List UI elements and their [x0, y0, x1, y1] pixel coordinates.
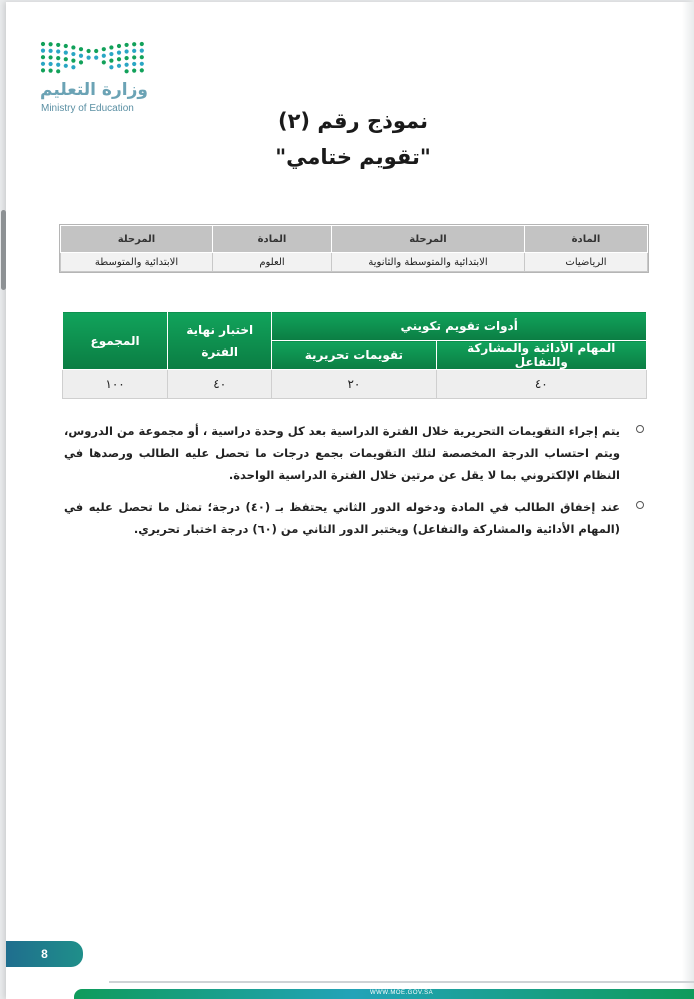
logo-dot [125, 56, 129, 60]
logo-dots-icon [39, 40, 149, 78]
logo-dot [117, 57, 121, 61]
logo-dot [125, 63, 129, 67]
logo-dot [102, 60, 106, 64]
logo-arabic-text: وزارة التعليم [40, 80, 148, 100]
final-exam-header: اختبار نهاية الفترة [168, 312, 272, 370]
logo-dot [41, 62, 45, 66]
grade-distribution-table [62, 311, 647, 399]
header-cell: المادة [525, 226, 648, 253]
logo-dot [49, 62, 53, 66]
tasks-header: المهام الأدائية والمشاركة والتفاعل [436, 341, 646, 370]
page-number-tab: 8 [6, 941, 83, 967]
subject-stage-table [60, 225, 648, 272]
logo-dot [132, 62, 136, 66]
logo-dot [41, 68, 45, 72]
logo-dot [71, 65, 75, 69]
form-title: نموذج رقم (٢) [277, 109, 428, 133]
logo-dot [109, 52, 113, 56]
logo-dot [56, 69, 60, 73]
notes-list [64, 420, 644, 550]
table-cell: الابتدائية والمتوسطة والثانوية [332, 253, 525, 272]
written-assessments-header: تقويمات تحريرية [272, 341, 436, 370]
written-grade: ٢٠ [272, 370, 436, 399]
logo-dot [132, 49, 136, 53]
logo-dot [109, 59, 113, 63]
note-text: عند إخفاق الطالب في المادة ودخوله الدور الثاني يحتفظ بـ (٤٠) درجة؛ تمثل ما تحصل عليه في (المهام الأدائية والمشاركة والتفاعل) ويختبر الدور الثاني من (٦٠) درجة اختبار تحريري. [64, 500, 621, 536]
logo-dot [41, 49, 45, 53]
logo-dot [132, 55, 136, 59]
logo-dot [117, 44, 121, 48]
final-exam-grade: ٤٠ [168, 370, 272, 399]
logo-dot [71, 52, 75, 56]
logo-dot [87, 56, 91, 60]
logo-dot [56, 56, 60, 60]
logo-dot [140, 42, 144, 46]
logo-dot [125, 69, 129, 73]
logo-dot [79, 47, 83, 51]
table-cell: العلوم [213, 253, 332, 272]
list-item [64, 496, 644, 540]
table-header-row [61, 226, 648, 253]
logo-dot [132, 69, 136, 73]
list-item [64, 420, 644, 486]
logo-dot [56, 49, 60, 53]
logo-dot [64, 64, 68, 68]
bullet-circle-icon [636, 425, 644, 433]
total-header: المجموع [63, 312, 168, 370]
table-cell: الابتدائية والمتوسطة [61, 253, 213, 272]
logo-dot [49, 69, 53, 73]
logo-dot [49, 49, 53, 53]
formative-tools-header: أدوات تقويم تكويني [272, 312, 647, 341]
logo-dot [117, 51, 121, 55]
logo-dot [49, 55, 53, 59]
logo-dot [132, 42, 136, 46]
header-cell: المرحلة [332, 226, 525, 253]
header-cell: المادة [213, 226, 332, 253]
table-row [63, 370, 647, 399]
logo-dot [140, 62, 144, 66]
logo-dot [140, 55, 144, 59]
logo-dot [140, 49, 144, 53]
logo-dot [41, 55, 45, 59]
logo-dot [102, 54, 106, 58]
logo-dot [94, 56, 98, 60]
form-subtitle: "تقويم ختامي" [275, 145, 431, 169]
logo-dot [79, 54, 83, 58]
ministry-logo [39, 40, 154, 120]
logo-dot [64, 57, 68, 61]
logo-english-text: Ministry of Education [41, 103, 134, 114]
footer-url: WWW.MOE.GOV.SA [370, 990, 434, 996]
logo-dot [41, 42, 45, 46]
page-fold [682, 2, 694, 999]
logo-dot [64, 51, 68, 55]
logo-dot [102, 47, 106, 51]
document-page [6, 2, 694, 999]
logo-dot [79, 60, 83, 64]
logo-dot [56, 43, 60, 47]
table-row [61, 253, 648, 272]
table-header-row [63, 312, 647, 341]
tasks-grade: ٤٠ [436, 370, 646, 399]
logo-dot [71, 45, 75, 49]
logo-dot [56, 63, 60, 67]
logo-dot [125, 49, 129, 53]
scroll-handle[interactable] [1, 210, 6, 290]
logo-dot [94, 49, 98, 53]
logo-dot [109, 65, 113, 69]
logo-dot [109, 45, 113, 49]
table-cell: الرياضيات [525, 253, 648, 272]
logo-dot [140, 68, 144, 72]
footer-divider [109, 981, 694, 983]
logo-dot [87, 49, 91, 53]
bullet-circle-icon [636, 501, 644, 509]
logo-dot [125, 43, 129, 47]
logo-dot [49, 42, 53, 46]
logo-dot [71, 59, 75, 63]
total-grade: ١٠٠ [63, 370, 168, 399]
note-text: يتم إجراء التقويمات التحريرية خلال الفترة الدراسية بعد كل وحدة دراسية ، أو مجموعة من الدروس، ويتم احتساب الدرجة المخصصة لتلك التقويمات بجمع درجات ما تحصل عليه الطالب ورصدها في النظام الإلكتروني بما لا يقل عن مرتين خلال الفترة الدراسية الواحدة. [64, 424, 620, 482]
logo-dot [64, 44, 68, 48]
header-cell: المرحلة [61, 226, 213, 253]
logo-dot [117, 64, 121, 68]
